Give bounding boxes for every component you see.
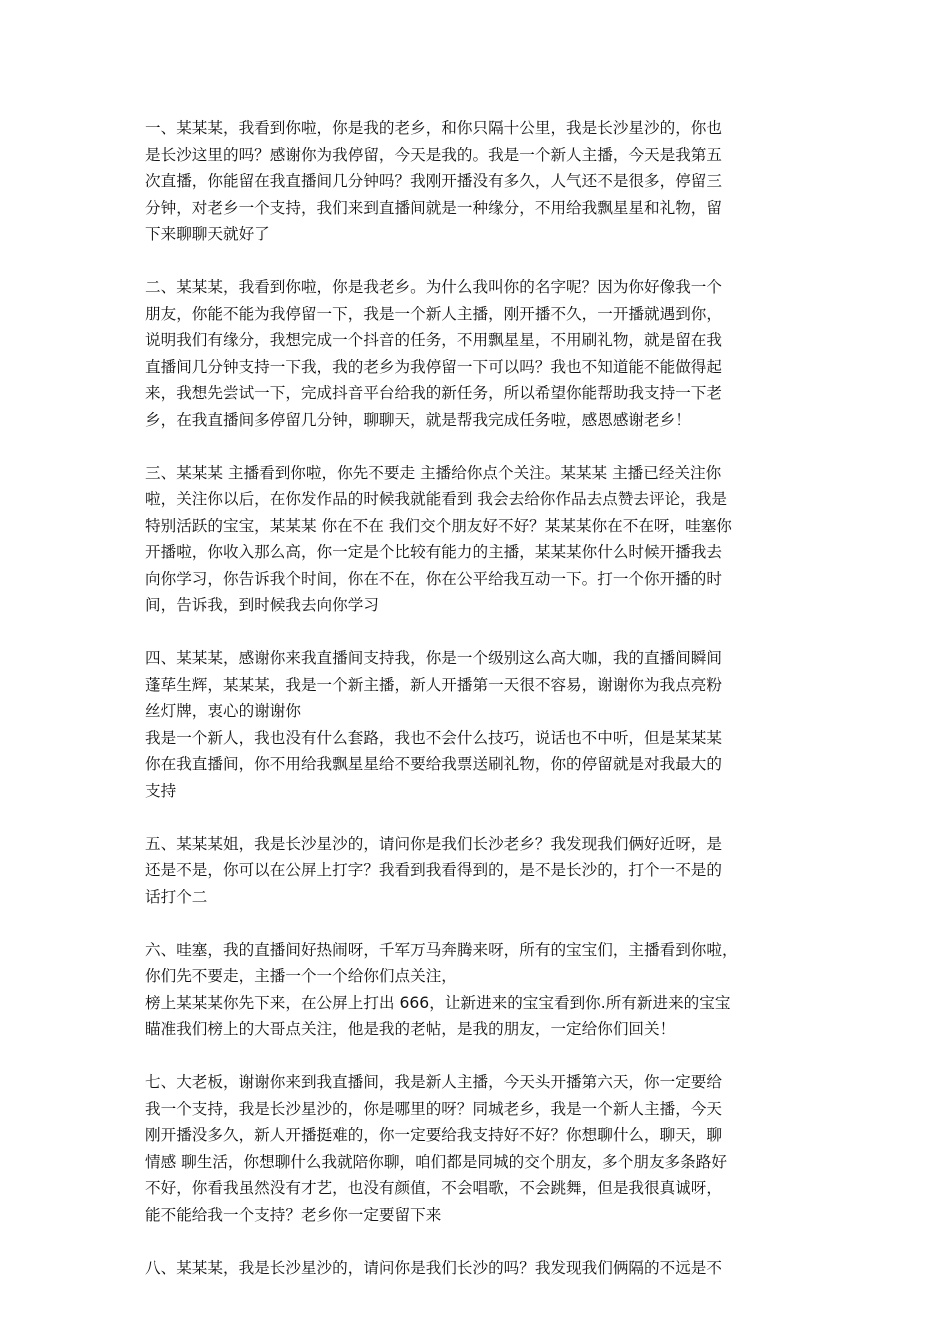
text-line: 四、某某某，感谢你来我直播间支持我，你是一个级别这么高大咖，我的直播间瞬间 — [145, 649, 722, 667]
text-line: 是长沙这里的吗？感谢你为我停留，今天是我的。我是一个新人主播，今天是我第五 — [145, 145, 722, 164]
paragraph-6 — [145, 937, 810, 990]
text-line: 刚开播没多久，新人开播挺难的，你一定要给我支持好不好？你想聊什么，聊天，聊 — [145, 1126, 722, 1144]
text-line: 来，我想先尝试一下，完成抖音平台给我的新任务，所以希望你能帮助我支持一下老 — [145, 384, 722, 402]
paragraph-4-continued — [145, 725, 810, 805]
paragraph-3 — [145, 460, 810, 619]
text-line: 乡，在我直播间多停留几分钟，聊聊天，就是帮我完成任务啦，感恩感谢老乡！ — [145, 410, 691, 429]
text-line: 朋友，你能不能为我停留一下，我是一个新人主播，刚开播不久，一开播就遇到你， — [145, 304, 722, 323]
paragraph-7 — [145, 1069, 810, 1228]
text-line: 向你学习，你告诉我个时间，你在不在，你在公平给我互动一下。打一个你开播的时 — [145, 569, 722, 588]
text-line: 话打个二 — [145, 887, 208, 906]
text-line: 不好，你看我虽然没有才艺，也没有颜值，不会唱歌，不会跳舞，但是我很真诚呀， — [145, 1179, 722, 1197]
paragraph-4 — [145, 645, 810, 725]
text-line: 次直播，你能留在我直播间几分钟吗？我刚开播没有多久，人气还不是很多，停留三 — [145, 172, 722, 190]
text-line: 七、大老板，谢谢你来到我直播间，我是新人主播，今天头开播第六天，你一定要给 — [145, 1073, 722, 1091]
paragraph-2 — [145, 274, 810, 433]
text-line: 支持 — [145, 781, 177, 800]
text-line: 能不能给我一个支持？老乡你一定要留下来 — [145, 1205, 442, 1224]
paragraph-8 — [145, 1255, 810, 1282]
text-line: 丝灯牌，衷心的谢谢你 — [145, 702, 301, 720]
text-line: 八、某某某，我是长沙星沙的，请问你是我们长沙的吗？我发现我们俩隔的不远是不 — [145, 1258, 722, 1277]
text-line: 一、某某某，我看到你啦，你是我的老乡，和你只隔十公里，我是长沙星沙的，你也 — [145, 119, 722, 137]
text-line: 下来聊聊天就好了 — [145, 225, 270, 243]
document-body — [145, 115, 810, 1308]
text-line: 直播间几分钟支持一下我，我的老乡为我停留一下可以吗？我也不知道能不能做得起 — [145, 357, 722, 376]
text-line: 啦，关注你以后，在你发作品的时候我就能看到 我会去给你作品去点赞去评论，我是 — [145, 490, 727, 508]
text-line: 二、某某某，我看到你啦，你是我老乡。为什么我叫你的名字呢？因为你好像我一个 — [145, 278, 722, 296]
paragraph-1 — [145, 115, 810, 248]
text-line: 还是不是，你可以在公屏上打字？我看到我看得到的，是不是长沙的，打个一不是的 — [145, 861, 722, 879]
paragraph-6-continued — [145, 990, 810, 1043]
paragraph-5 — [145, 831, 810, 911]
text-line: 开播啦，你收入那么高，你一定是个比较有能力的主播，某某某你什么时候开播我去 — [145, 543, 722, 561]
text-line: 特别活跃的宝宝，某某某 你在不在 我们交个朋友好不好？某某某你在不在呀，哇塞你 — [145, 516, 732, 535]
text-line: 你们先不要走，主播一个一个给你们点关注， — [145, 967, 457, 985]
text-line: 间，告诉我，到时候我去向你学习 — [145, 596, 379, 614]
text-line: 情感 聊生活，你想聊什么我就陪你聊，咱们都是同城的交个朋友，多个朋友多条路好 — [145, 1152, 727, 1171]
text-line: 瞄准我们榜上的大哥点关注，他是我的老帖，是我的朋友，一定给你们回关！ — [145, 1020, 676, 1038]
text-line: 说明我们有缘分，我想完成一个抖音的任务，不用飘星星，不用刷礼物，就是留在我 — [145, 331, 722, 349]
text-line: 我一个支持，我是长沙星沙的，你是哪里的呀？同城老乡，我是一个新人主播，今天 — [145, 1099, 722, 1118]
text-line: 蓬荜生辉，某某某，我是一个新主播，新人开播第一天很不容易，谢谢你为我点亮粉 — [145, 675, 722, 694]
text-line: 五、某某某姐，我是长沙星沙的，请问你是我们长沙老乡？我发现我们俩好近呀，是 — [145, 834, 722, 853]
text-line: 六、哇塞，我的直播间好热闹呀，千军万马奔腾来呀，所有的宝宝们，主播看到你啦， — [145, 940, 738, 959]
text-line: 你在我直播间，你不用给我飘星星给不要给我票送刷礼物，你的停留就是对我最大的 — [145, 755, 722, 773]
text-line: 分钟，对老乡一个支持，我们来到直播间就是一种缘分，不用给我飘星星和礼物，留 — [145, 198, 722, 217]
text-line: 榜上某某某你先下来，在公屏上打出 666，让新进来的宝宝看到你.所有新进来的宝宝 — [145, 993, 731, 1012]
text-line: 我是一个新人，我也没有什么套路，我也不会什么技巧，说话也不中听，但是某某某 — [145, 728, 722, 747]
text-line: 三、某某某 主播看到你啦，你先不要走 主播给你点个关注。某某某 主播已经关注你 — [145, 463, 722, 482]
